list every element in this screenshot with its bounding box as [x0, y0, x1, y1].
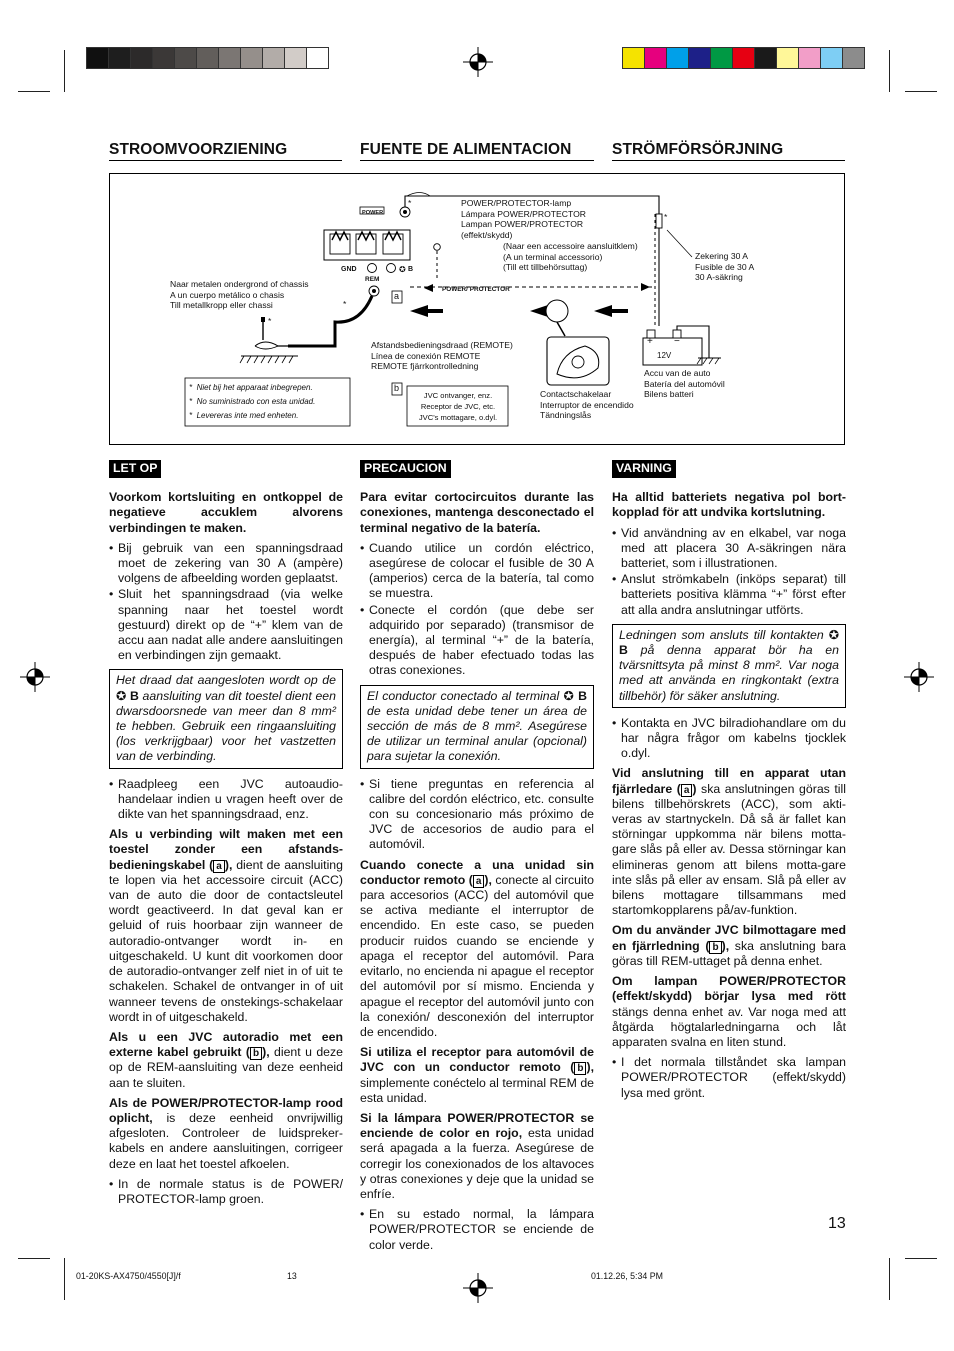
gnd-star: *: [343, 299, 347, 309]
bullet-list: [612, 526, 846, 618]
b-terminal-label: B: [408, 266, 414, 273]
note-box: Ledningen som ansluts till kontakten ✪ B på denna apparat bör ha en tvärsnittsyta på minst 8 mm². Var noga med att använda en ringkontakt (extra tillbehör) för säker anslutning.: [612, 624, 846, 708]
crop-mark: [905, 1258, 937, 1259]
bullet-list: [360, 541, 594, 679]
color-swatch: [776, 47, 799, 69]
page-number: 13: [828, 1215, 846, 1232]
registration-target-icon: [463, 47, 493, 77]
color-swatch: [842, 47, 865, 69]
heading-sv: STRÖMFÖRSÖRJNING: [612, 141, 784, 158]
color-swatch: [798, 47, 821, 69]
column-nl: [109, 460, 343, 1212]
crop-mark: [905, 91, 937, 92]
heading-rule: [109, 160, 342, 161]
paragraph: Om du använder JVC bilmottagare med en fjärrledning ( b ), ska anslutning bara göras till REM-uttaget på denna enhet.: [612, 923, 847, 968]
color-swatch: [130, 47, 153, 69]
screw-star: *: [268, 316, 272, 326]
lead: Voorkom kortsluiting en ontkoppel de negatieve accuklem alvorens verbindingen te maken.: [109, 490, 343, 535]
color-swatch: [284, 47, 307, 69]
list-item: • Kontakta en JVC bilradiohandlare om du har några frågor om kabelns tjocklek o.dyl.: [612, 716, 846, 762]
column-sv: [612, 460, 846, 1106]
crop-mark: [64, 1258, 65, 1300]
warning-tag: PRECAUCION: [360, 460, 451, 478]
color-swatch: [152, 47, 175, 69]
list-item: • Raadpleeg een JVC autoaudio-handelaar indien u vragen heeft over de dikte van het spanningsdraad, enz.: [109, 777, 343, 823]
crop-mark: [18, 1258, 50, 1259]
registration-target-icon: [904, 662, 934, 692]
color-swatch: [754, 47, 777, 69]
paragraph: Cuando conecte a una unidad sin conductor remoto ( a ), conecte al circuito para accesorios (ACC) del automóvil que se activa mediante el interruptor de encendido. En este caso, se pueden producir ruidos cuando se enciende y apaga el receptor del automóvil. Para evitarlo, no encienda ni apague el receptor del automóvil por sí mismo. Encienda y apague el receptor del automóvil junto con la conexión/ desconexión del interruptor de encendido.: [360, 857, 594, 1039]
color-swatch: [174, 47, 197, 69]
paragraph: Om lampan POWER/PROTECTOR (effekt/skydd) börjar lysa med rött stängs denna enhet av. Var noga med att åtgärda högtalarledningarna och låt apparaten svalna en liten stund.: [612, 974, 846, 1049]
gnd-label: GND: [341, 266, 357, 273]
paragraph: Als u verbinding wilt maken met een toestel zonder een afstands-bedieningskabel ( a ), dient de aansluiting te lopen via het accessoire circuit (ACC) van de auto die door de contactsleutel wordt geactiveerd. In dat geval kan er geluid of ruis hoorbaar zijn wanneer de autoradio-ontvanger wordt in- en uitgeschakeld. U kunt dit voorkomen door de autoradio-ontvanger zelf niet in of uit te schakelen. Schakel de ontvanger in of uit wanneer tevens de onstekings-schakelaar wordt in of uitgeschakeld.: [109, 827, 343, 1024]
color-swatch: [240, 47, 263, 69]
crop-mark: [64, 50, 65, 92]
paragraph: Si la lámpara POWER/PROTECTOR se enciende de color en rojo, esta unidad será apagada a la fuerza. Asegúrese de corregir los conexionados de los altavoces y otras conexiones y deje que la unidad se enfríe.: [360, 1110, 594, 1201]
list-item: • Si tiene preguntas en referencia al calibre del cordón eléctrico, etc. consulte con su concesionario más próximo de JVC de accesorios de audio para el automóvil.: [360, 777, 594, 853]
bullet-list: [109, 1177, 343, 1207]
wiring-diagram: [109, 173, 845, 445]
bullet-list: [109, 777, 343, 823]
color-swatch: [622, 47, 645, 69]
lamp-label: POWER/PROTECTOR-lamp Lámpara POWER/PROTECTOR Lampan POWER/PROTECTOR (effekt/skydd): [461, 198, 586, 240]
list-item: • Sluit het spanningsdraad (via welke spanning naar het toestel wordt gestuurd) direkt op de “+” klem van de accu aan nadat alle andere aansluitingen en verbindingen zijn gemaakt.: [109, 587, 343, 663]
list-item: • Cuando utilice un cordón eléctrico, asegúrese de colocar el fusible de 30 A (amperios) cerca de la batería, tal como se muestra.: [360, 541, 594, 602]
color-swatch: [218, 47, 241, 69]
footer-file: 01-20KS-AX4750/4550[J]/f: [76, 1271, 181, 1281]
note-box: Het draad dat aangesloten wordt op de ✪ B aansluiting van dit toestel dient een dwarsdoorsnede van meer dan 8 mm² te hebben. Gebruik een ringaansluiting (los verkrijgbaar) voor het vastzetten van de verbinding.: [109, 669, 343, 768]
warning-tag: VARNING: [612, 460, 676, 478]
lead: Ha alltid batteriets negativa pol bort-kopplad för att undvika kortslutning.: [612, 490, 846, 520]
color-swatch: [710, 47, 733, 69]
footer-date: 01.12.26, 5:34 PM: [591, 1271, 663, 1281]
battery-plus: +: [647, 336, 653, 347]
color-swatch: [732, 47, 755, 69]
battery-label: Accu van de auto Batería del automóvil Bilens batteri: [644, 368, 725, 400]
star-notes: * Niet bij het apparaat inbegrepen. * No suministrado con esta unidad. * Levereras inte med enheten.: [189, 383, 316, 420]
ignition-label: Contactschakelaar Interruptor de encendido Tändningslås: [540, 389, 634, 421]
fuse-star: *: [664, 212, 668, 222]
column-es: [360, 460, 594, 1258]
paragraph: Als u een JVC autoradio met een externe kabel gebruikt ( b ), dient u deze op de REM-aansluiting van deze eenheid aan te sluiten.: [109, 1029, 343, 1090]
power-label: POWER: [362, 210, 384, 216]
list-item: • Vid användning av en elkabel, var noga med att placera 30 A-säkringen nära batteriet, som i illustrationen.: [612, 526, 846, 572]
crop-mark: [18, 91, 50, 92]
heading-nl: STROOMVOORZIENING: [109, 141, 288, 158]
receiver-label: JVC ontvanger, enz. Receptor de JVC, etc. JVC's mottagare, o.dyl.: [418, 391, 498, 422]
rem-star: *: [367, 299, 371, 309]
list-item: • En su estado normal, la lámpara POWER/PROTECTOR se enciende de color verde.: [360, 1207, 594, 1253]
bullet-list: [109, 541, 343, 664]
remote-label: Afstandsbedieningsdraad (REMOTE) Línea de conexión REMOTE REMOTE fjärrkontrolledning: [371, 340, 513, 372]
registration-target-icon: [463, 1273, 493, 1303]
list-item: • In de normale status is de POWER/ PROTECTOR-lamp groen.: [109, 1177, 343, 1207]
color-swatch: [688, 47, 711, 69]
crop-mark: [889, 50, 890, 92]
lead: Para evitar cortocircuitos durante las conexiones, mantenga desconectado el terminal negativo de la batería.: [360, 490, 594, 535]
bullet-list: [612, 716, 846, 762]
color-swatch: [666, 47, 689, 69]
b-box-label: b: [394, 383, 400, 393]
paragraph: Vid anslutning till en apparat utan fjärrledare ( a ) ska anslutningen göras till bilens tillbehörskrets (ACC), som akti-veras av startnyckeln. Då så är fallet kan störningar uppkomma när bilens motta-gare slås på eller av. Dessa störningar kan elimineras genom att bilens motta-gare inte slås på eller av ensam. Slå på eller av bilens mottagare tillsammans med startomkopplarens på/av-funktion.: [612, 766, 846, 918]
battery-minus: −: [674, 336, 680, 347]
heading-rule: [360, 160, 594, 161]
accessory-label: (Naar een accessoire aansluitklem) (A un terminal accessorio) (Till ett tillbehörsuttag): [503, 241, 638, 273]
b-terminal-icon: ✪: [399, 265, 406, 274]
a-box-label: a: [394, 291, 400, 301]
battery-voltage: 12V: [657, 351, 672, 360]
fuse-label: Zekering 30 A Fusible de 30 A 30 A-säkring: [695, 251, 755, 283]
bullet-list: [360, 1207, 594, 1253]
color-swatch: [108, 47, 131, 69]
color-swatch: [820, 47, 843, 69]
paragraph: Als de POWER/PROTECTOR-lamp rood oplicht, is deze eenheid onvrijwillig afgesloten. Controleer de luidspreker-kabels en andere aansluitingen, corrigeer deze en laat het toestel afkoelen.: [109, 1095, 343, 1171]
list-item: • Conecte el cordón (que debe ser adquirido por separado) (transmisor de energía), al terminal “+” de la batería, después de haber efectuado todas las otras conexiones.: [360, 603, 594, 679]
color-swatch: [644, 47, 667, 69]
chassis-label: Naar metalen ondergrond of chassis A un cuerpo metálico o chasis Till metallkropp eller chassi: [170, 279, 309, 311]
paragraph: Si utiliza el receptor para automóvil de JVC con un conductor remoto ( b ), simplemente conéctelo al terminal REM de esta unidad.: [360, 1045, 594, 1105]
heading-es: FUENTE DE ALIMENTACION: [360, 141, 572, 158]
footer-page: 13: [287, 1271, 297, 1281]
color-swatch: [306, 47, 329, 69]
heading-rule: [612, 160, 845, 161]
crop-mark: [889, 1258, 890, 1300]
power-protector-label: POWER/ PROTECTOR: [442, 286, 510, 293]
list-item: • Bij gebruik van een spanningsdraad moet de zekering van 30 A (ampère) volgens de afbeelding worden geplaatst.: [109, 541, 343, 587]
color-swatch: [86, 47, 109, 69]
bullet-list: [612, 1055, 846, 1101]
registration-target-icon: [20, 662, 50, 692]
bullet-list: [360, 777, 594, 853]
warning-tag: LET OP: [109, 460, 161, 478]
rem-label: REM: [365, 276, 380, 283]
list-item: • Anslut strömkabeln (inköps separat) till batteriets positiva klämma “+” först efter att alla andra anslutningar utförts.: [612, 572, 846, 618]
color-swatch: [262, 47, 285, 69]
power-star: *: [408, 198, 412, 208]
list-item: • I det normala tillståndet ska lampan POWER/PROTECTOR (effekt/skydd) lysa med grönt.: [612, 1055, 846, 1101]
color-swatch: [196, 47, 219, 69]
note-box: El conductor conectado al terminal ✪ B de esta unidad debe tener un área de sección de más de 8 mm². Asegúrese de utilizar un terminal anular (opcional) para sujetar la conexión.: [360, 685, 594, 769]
